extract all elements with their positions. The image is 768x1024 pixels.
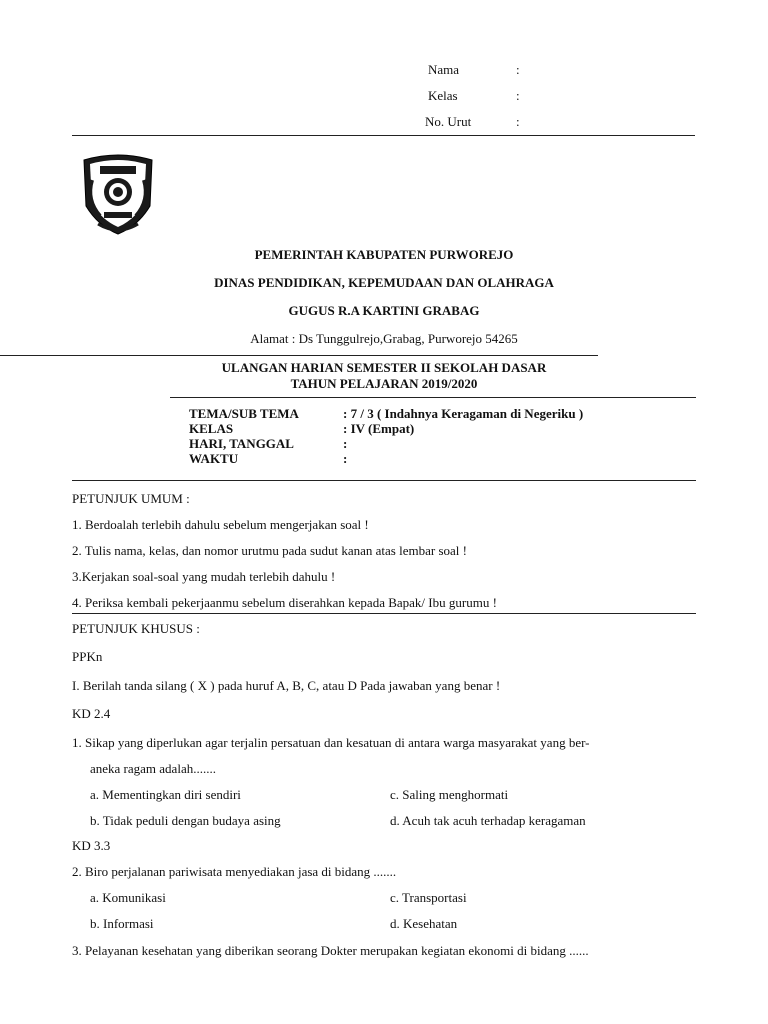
no-urut-colon: : bbox=[516, 114, 520, 129]
question-1-line-2: aneka ragam adalah....... bbox=[90, 761, 216, 776]
kelas-label: Kelas bbox=[428, 88, 458, 103]
header-address: Alamat : Ds Tunggulrejo,Grabag, Purworejo 54265 bbox=[250, 331, 518, 346]
info-label-tema: TEMA/SUB TEMA bbox=[189, 406, 299, 421]
kd-label-2: KD 3.3 bbox=[72, 838, 111, 853]
header-line-2: DINAS PENDIDIKAN, KEPEMUDAAN DAN OLAHRAGA bbox=[214, 275, 554, 290]
question-1-option-b: b. Tidak peduli dengan budaya asing bbox=[90, 813, 281, 828]
question-1-option-c: c. Saling menghormati bbox=[390, 787, 509, 802]
kd-label-1: KD 2.4 bbox=[72, 706, 111, 721]
header-line-1: PEMERINTAH KABUPATEN PURWOREJO bbox=[254, 247, 514, 262]
top-divider bbox=[72, 135, 695, 136]
instruction-text: I. Berilah tanda silang ( X ) pada huruf A, B, C, atau D Pada jawaban yang benar ! bbox=[72, 678, 501, 693]
info-value-kelas: : IV (Empat) bbox=[343, 421, 415, 436]
info-value-tema: : 7 / 3 ( Indahnya Keragaman di Negeriku ) bbox=[343, 406, 584, 421]
question-2-option-c: c. Transportasi bbox=[390, 890, 467, 905]
subject-label: PPKn bbox=[72, 649, 103, 664]
emblem-icon bbox=[78, 150, 158, 236]
header-divider bbox=[0, 355, 598, 356]
nama-label: Nama bbox=[428, 62, 460, 77]
petunjuk-umum-item-1: 1. Berdoalah terlebih dahulu sebelum mengerjakan soal ! bbox=[72, 517, 369, 532]
petunjuk-khusus-title: PETUNJUK KHUSUS : bbox=[72, 621, 200, 636]
info-label-kelas: KELAS bbox=[189, 421, 234, 436]
petunjuk-umum-item-4: 4. Periksa kembali pekerjaanmu sebelum diserahkan kepada Bapak/ Ibu gurumu ! bbox=[72, 595, 497, 610]
petunjuk-umum-item-3: 3.Kerjakan soal-soal yang mudah terlebih dahulu ! bbox=[72, 569, 336, 584]
info-divider bbox=[72, 480, 696, 481]
question-1-line-1: 1. Sikap yang diperlukan agar terjalin persatuan dan kesatuan di antara warga masyarakat yang ber- bbox=[72, 735, 590, 750]
regency-emblem-logo bbox=[78, 150, 158, 236]
question-3: 3. Pelayanan kesehatan yang diberikan seorang Dokter merupakan kegiatan ekonomi di bidang ...... bbox=[72, 943, 589, 958]
exam-divider bbox=[170, 397, 696, 398]
no-urut-label: No. Urut bbox=[425, 114, 472, 129]
kelas-colon: : bbox=[516, 88, 520, 103]
header-line-3: GUGUS R.A KARTINI GRABAG bbox=[288, 303, 480, 318]
petunjuk-umum-title: PETUNJUK UMUM : bbox=[72, 491, 190, 506]
question-2-option-d: d. Kesehatan bbox=[390, 916, 458, 931]
petunjuk-umum-item-2: 2. Tulis nama, kelas, dan nomor urutmu pada sudut kanan atas lembar soal ! bbox=[72, 543, 467, 558]
exam-title-1: ULANGAN HARIAN SEMESTER II SEKOLAH DASAR bbox=[221, 360, 547, 375]
question-1-option-a: a. Mementingkan diri sendiri bbox=[90, 787, 241, 802]
nama-colon: : bbox=[516, 62, 520, 77]
question-2: 2. Biro perjalanan pariwisata menyediakan jasa di bidang ....... bbox=[72, 864, 397, 879]
exam-title-2: TAHUN PELAJARAN 2019/2020 bbox=[290, 376, 478, 391]
info-label-waktu: WAKTU bbox=[189, 451, 239, 466]
info-value-hari: : bbox=[343, 436, 348, 451]
question-1-option-d: d. Acuh tak acuh terhadap keragaman bbox=[390, 813, 586, 828]
info-label-hari: HARI, TANGGAL bbox=[189, 436, 294, 451]
umum-divider bbox=[72, 613, 696, 614]
question-2-option-b: b. Informasi bbox=[90, 916, 154, 931]
question-2-option-a: a. Komunikasi bbox=[90, 890, 166, 905]
info-value-waktu: : bbox=[343, 451, 348, 466]
